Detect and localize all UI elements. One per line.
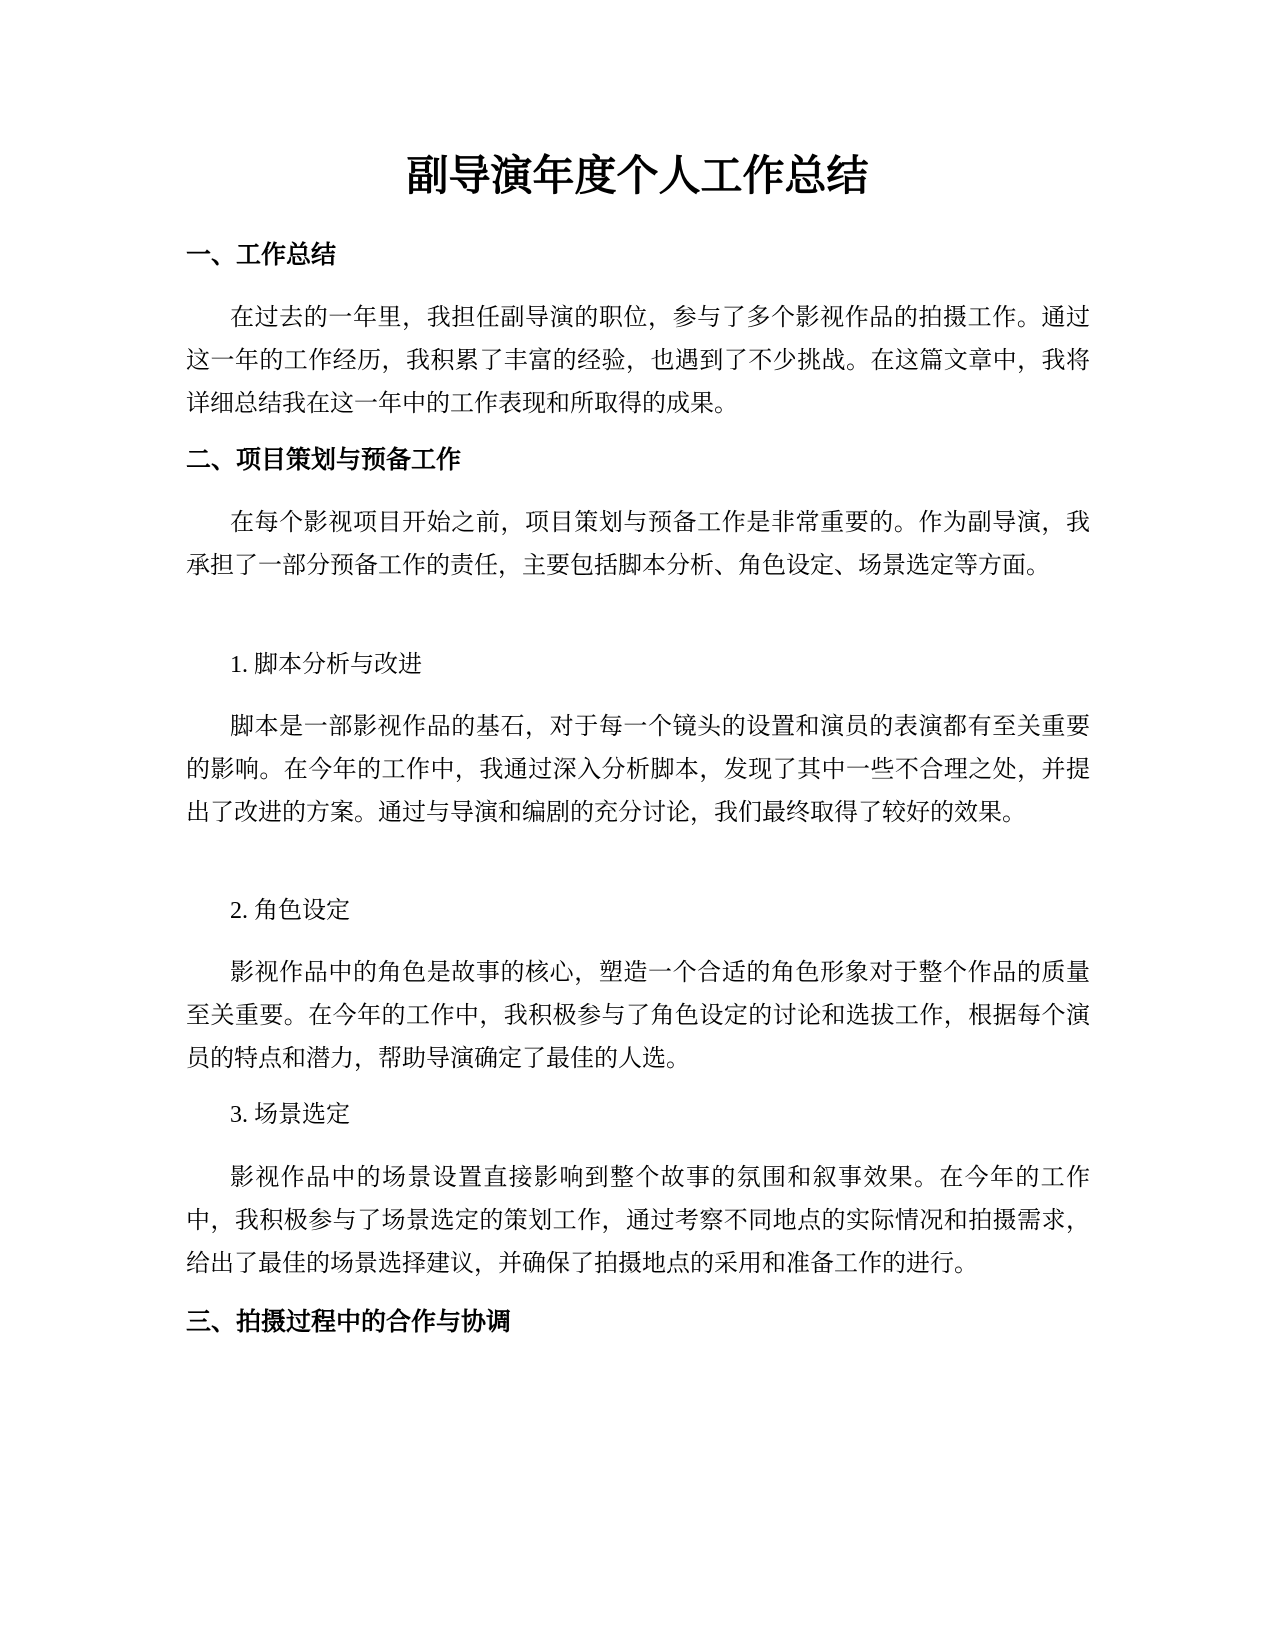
paragraph-work-summary: 在过去的一年里，我担任副导演的职位，参与了多个影视作品的拍摄工作。通过这一年的工作经历，我积累了丰富的经验，也遇到了不少挑战。在这篇文章中，我将详细总结我在这一年中的工作表现和所取得的成果。: [186, 303, 1090, 417]
subheading-scene-selection: 3. 场景选定: [230, 1102, 350, 1128]
section-heading-planning: 二、项目策划与预备工作: [186, 445, 462, 474]
section-heading-cooperation: 三、拍摄过程中的合作与协调: [186, 1307, 512, 1336]
subheading-character-setting: 2. 角色设定: [230, 898, 350, 924]
paragraph-planning: 在每个影视项目开始之前，项目策划与预备工作是非常重要的。作为副导演，我承担了一部分预备工作的责任，主要包括脚本分析、角色设定、场景选定等方面。: [186, 508, 1090, 579]
paragraph-character-setting: 影视作品中的角色是故事的核心，塑造一个合适的角色形象对于整个作品的质量至关重要。在今年的工作中，我积极参与了角色设定的讨论和选拔工作，根据每个演员的特点和潜力，帮助导演确定了最佳的人选。: [186, 958, 1090, 1072]
paragraph-scene-selection: 影视作品中的场景设置直接影响到整个故事的氛围和叙事效果。在今年的工作中，我积极参与了场景选定的策划工作，通过考察不同地点的实际情况和拍摄需求，给出了最佳的场景选择建议，并确保了拍摄地点的采用和准备工作的进行。: [186, 1163, 1090, 1277]
section-heading-work-summary: 一、工作总结: [186, 240, 337, 269]
paragraph-script-analysis: 脚本是一部影视作品的基石，对于每一个镜头的设置和演员的表演都有至关重要的影响。在今年的工作中，我通过深入分析脚本，发现了其中一些不合理之处，并提出了改进的方案。通过与导演和编剧的充分讨论，我们最终取得了较好的效果。: [186, 712, 1090, 826]
subheading-script-analysis: 1. 脚本分析与改进: [230, 652, 422, 678]
document-title: 副导演年度个人工作总结: [406, 151, 869, 200]
